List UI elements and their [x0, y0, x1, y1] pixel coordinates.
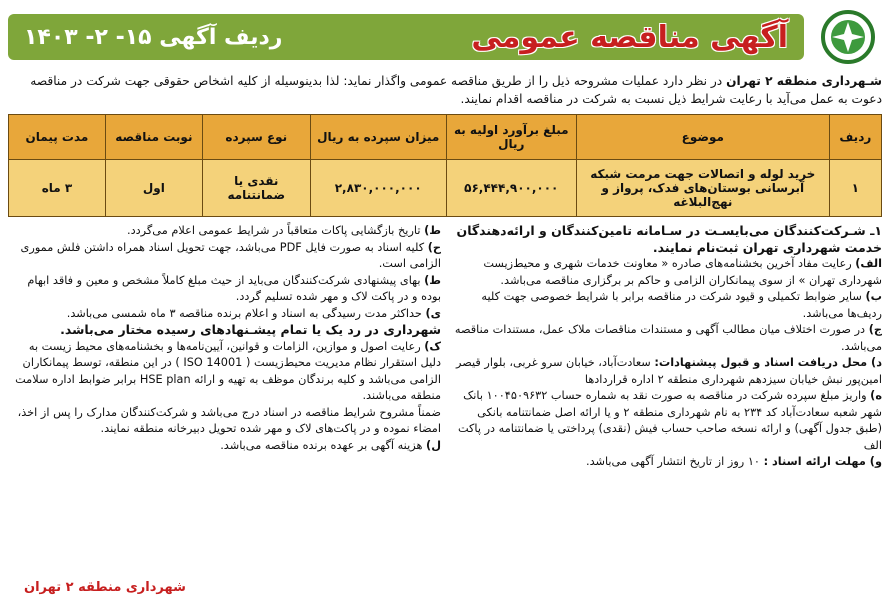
notice-row-number: ردیف آگهی ۱۵- ۲- ۱۴۰۳: [24, 24, 283, 50]
municipality-logo: [814, 8, 882, 66]
notice-title: آگهی مناقصه عمومی: [471, 19, 788, 55]
condition-item: د) محل دریافت اسناد و قبول پیشنهادات: سعادت‌آباد، خیابان سرو غربی، بلوار قیصر امین‌پور نبش خیابان سیزدهم شهرداری منطقه ۲ اداره قراردادها: [455, 356, 882, 386]
condition-item: ب) سایر ضوابط تکمیلی و قیود شرکت در مناقصه برابر با شرایط خصوصی جهت کلیه ردیف‌ها می‌باشد.: [481, 290, 882, 320]
cell-estimate: ۵۶,۴۴۴,۹۰۰,۰۰۰: [446, 160, 576, 217]
intro-paragraph: [8, 72, 882, 108]
tender-table: [8, 114, 882, 217]
cell-deposit: ۲,۸۳۰,۰۰۰,۰۰۰: [310, 160, 446, 217]
table-row: [9, 160, 882, 217]
condition-item: شهرداری در رد یک یا تمام پیشـنهادهای رسیده مختار می‌باشد.: [60, 322, 441, 337]
col-header-duration: مدت پیمان: [9, 115, 106, 160]
col-header-deposit-type: نوع سپرده: [202, 115, 310, 160]
condition-item: ج) در صورت اختلاف میان مطالب آگهی و مستندات مناقصات ملاک عمل، مستندات مناقصه می‌باشد.: [454, 323, 882, 353]
condition-item: الف) رعایت مفاد آخرین بخشنامه‌های صادره « معاونت خدمات شهری و محیط‌زیست شهرداری تهران » از سوی پیمانکاران الزامی و حاکم بر برگزاری مناقصه می‌باشد.: [483, 257, 882, 287]
col-header-estimate: مبلغ برآورد اولیه به ریال: [446, 115, 576, 160]
tehran-municipality-emblem-icon: [817, 8, 879, 66]
condition-item: ضمناً مشروح شرایط مناقصه در اسناد درج می‌باشد و شرکت‌کنندگان مدارک را پس از اخذ، امضاء نموده و در پاکت‌های لاک و مهر شده تحویل دبیرخانه منطقه نمایند.: [17, 405, 441, 435]
col-header-row-no: ردیف: [829, 115, 881, 160]
conditions-right-column: [449, 223, 882, 471]
col-header-subject: موضوع: [576, 115, 829, 160]
signature: شهرداری منطقه ۲ تهران: [24, 580, 186, 595]
conditions: [8, 223, 882, 471]
cell-deposit-type: نقدی یا ضمانتنامه: [202, 160, 310, 217]
title-band: [8, 14, 804, 60]
condition-item: ل) هزینه آگهی بر عهده برنده مناقصه می‌باشد.: [220, 438, 441, 452]
condition-item: ط) بهای پیشنهادی شرکت‌کنندگان می‌باید از حیث مبلغ کاملاً مشخص و معین و فاقد ابهام بوده و در پاکت لاک و مهر شده تسلیم گردد.: [27, 273, 441, 303]
cell-subject: خرید لوله و اتصالات جهت مرمت شبکه آبرسانی بوستان‌های فدک، پرواز و نهج‌البلاغه: [576, 160, 829, 217]
col-header-round: نوبت مناقصه: [105, 115, 202, 160]
cell-row-no: ۱: [829, 160, 881, 217]
condition-item: ی) حداکثر مدت رسیدگی به اسناد و اعلام برنده مناقصه ۳ ماه شمسی می‌باشد.: [66, 306, 441, 320]
condition-item: ه) واریز مبلغ سپرده شرکت در مناقصه به صورت نقد به شماره حساب ۱۰۰۴۵۰۹۶۳۲ بانک شهر شعبه سعادت‌آباد کد ۲۳۴ به نام شهرداری منطقه ۲ و یا ارائه اصل ضمانتنامه بانکی (طبق جدول آگهی) و ارائه نسخه صاحب حساب فیش (نقدی) پرداختی یا ضمانتنامه در پاکت الف: [457, 389, 882, 452]
table-header-row: [9, 115, 882, 160]
organizer-name: شـهرداری منطقه ۲ تهران: [726, 74, 882, 88]
header: [8, 6, 882, 68]
condition-item: ط) تاریخ بازگشایی پاکات متعاقباً در شرایط عمومی اعلام می‌گردد.: [127, 224, 441, 237]
condition-item: و) مهلت ارائه اسناد : ۱۰ روز از تاریخ انتشار آگهی می‌باشد.: [585, 455, 882, 468]
intro-text: در نظر دارد عملیات مشروحه ذیل را از طریق مناقصه عمومی واگذار نماید: لذا بدینوسیله از کلیه اشخاص حقوقی جهت شرکت در مناقصه دعوت به عمل می‌آید با رعایت شرایط ذیل نسبت به شرکت در مناقصه اقدام نمایند.: [30, 74, 882, 106]
cell-duration: ۳ ماه: [9, 160, 106, 217]
condition-item: ح) کلیه اسناد به صورت فایل PDF می‌باشد، جهت تحویل اسناد همراه داشتن فلش مموری الزامی است.: [20, 240, 441, 270]
condition-item: ۱ـ شـرکت‌کنندگان می‌بایسـت در سـامانه تامین‌کنندگان و ارائه‌دهندگان خدمت شهرداری تهران ثبت‌نام نمایند.: [456, 223, 882, 255]
condition-item: ک) رعایت اصول و موازین، الزامات و قوانین، آیین‌نامه‌ها و بخشنامه‌های محیط زیست به دلیل استقرار نظام مدیریت محیط‌زیست ( ISO 14001 ) در این منطقه، توسط پیمانکاران الزامی می‌باشد و کلیه برندگان موظف به تهیه و ارائه HSE plan برابر ضوابط اداره سلامت منطقه می‌باشند.: [15, 339, 441, 402]
col-header-deposit: میزان سپرده به ریال: [310, 115, 446, 160]
cell-round: اول: [105, 160, 202, 217]
conditions-left-column: [8, 223, 441, 471]
